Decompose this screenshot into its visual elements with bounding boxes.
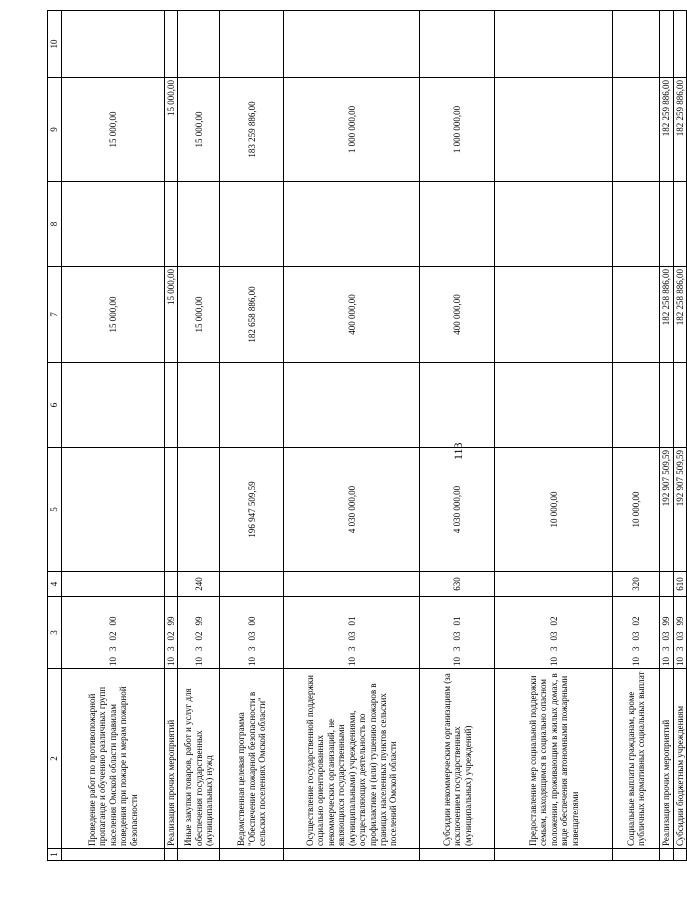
row-col7: 400 000,00 xyxy=(284,267,420,363)
row-col5: 192 907 509,59 xyxy=(660,448,673,572)
row-col9 xyxy=(613,78,660,182)
blank-cell xyxy=(62,849,165,861)
row-type xyxy=(495,572,613,597)
row-type xyxy=(62,572,165,597)
row-name: Реализация прочих мероприятий xyxy=(660,669,673,849)
row-col9: 183 259 886,00 xyxy=(220,78,284,182)
blank-cell xyxy=(420,849,495,861)
table-row xyxy=(220,11,284,861)
blank-cell xyxy=(660,849,673,861)
budget-table xyxy=(47,10,687,861)
row-code: 1030302 xyxy=(613,597,660,669)
row-col5: 10 000,00 xyxy=(613,448,660,572)
row-col9: 15 000,00 xyxy=(178,78,220,182)
column-header: 10 xyxy=(48,11,62,78)
column-header: 9 xyxy=(48,78,62,182)
row-col8 xyxy=(165,182,178,267)
row-col10 xyxy=(613,11,660,78)
row-code: 1030300 xyxy=(220,597,284,669)
row-code: 1030301 xyxy=(420,597,495,669)
row-col6 xyxy=(660,363,673,448)
table-row xyxy=(165,11,178,861)
column-header: 8 xyxy=(48,182,62,267)
row-col9: 182 259 886,00 xyxy=(673,78,686,182)
blank-cell xyxy=(165,849,178,861)
row-col6 xyxy=(165,363,178,448)
blank-cell xyxy=(673,849,686,861)
row-col5 xyxy=(165,448,178,572)
table-row xyxy=(660,11,673,861)
row-code: 1030399 xyxy=(673,597,686,669)
row-col9: 15 000,00 xyxy=(165,78,178,182)
row-col9: 1 000 000,00 xyxy=(284,78,420,182)
row-col5 xyxy=(178,448,220,572)
blank-cell xyxy=(284,849,420,861)
row-name: Проведение работ по противопожарной пропаганде и обучению различных групп населения Омской области правилам поведения при пожаре и мерам пожарной безопасности xyxy=(62,669,165,849)
row-name: Субсидии некоммерческим организациям (за исключением государственных (муниципальных) учреждений) xyxy=(420,669,495,849)
row-col6 xyxy=(673,363,686,448)
row-col8 xyxy=(220,182,284,267)
row-col5: 4 030 000,00 xyxy=(420,448,495,572)
table-row xyxy=(673,11,686,861)
row-type: 610 xyxy=(673,572,686,597)
table-row xyxy=(420,11,495,861)
row-name: Субсидии бюджетным учреждениям xyxy=(673,669,686,849)
row-type xyxy=(284,572,420,597)
row-col7: 15 000,00 xyxy=(178,267,220,363)
row-name: Реализация прочих мероприятий xyxy=(165,669,178,849)
column-header: 1 xyxy=(48,849,62,861)
row-code: 1030399 xyxy=(660,597,673,669)
row-code: 1030200 xyxy=(62,597,165,669)
column-header: 2 xyxy=(48,669,62,849)
row-name: Иные закупки товаров, работ и услуг для обеспечения государственных (муниципальных) нужд xyxy=(178,669,220,849)
blank-cell xyxy=(613,849,660,861)
row-col10 xyxy=(62,11,165,78)
row-col7: 15 000,00 xyxy=(165,267,178,363)
row-type: 630 xyxy=(420,572,495,597)
row-col7: 15 000,00 xyxy=(62,267,165,363)
row-code: 1030299 xyxy=(165,597,178,669)
blank-cell xyxy=(495,849,613,861)
table-row xyxy=(284,11,420,861)
table-row xyxy=(62,11,165,861)
row-col6 xyxy=(495,363,613,448)
row-type xyxy=(220,572,284,597)
table-row xyxy=(495,11,613,861)
row-col10 xyxy=(178,11,220,78)
row-col5 xyxy=(62,448,165,572)
page-number: 113 xyxy=(451,442,465,460)
column-header: 6 xyxy=(48,363,62,448)
row-col6 xyxy=(613,363,660,448)
row-col9: 1 000 000,00 xyxy=(420,78,495,182)
row-type xyxy=(165,572,178,597)
row-col8 xyxy=(284,182,420,267)
row-col9 xyxy=(495,78,613,182)
row-col10 xyxy=(165,11,178,78)
row-col5: 192 907 509,59 xyxy=(673,448,686,572)
row-col10 xyxy=(495,11,613,78)
row-col10 xyxy=(420,11,495,78)
row-col8 xyxy=(495,182,613,267)
row-type: 320 xyxy=(613,572,660,597)
row-col6 xyxy=(62,363,165,448)
row-type: 240 xyxy=(178,572,220,597)
row-col9: 15 000,00 xyxy=(62,78,165,182)
row-type xyxy=(660,572,673,597)
row-col10 xyxy=(220,11,284,78)
row-col5: 196 947 509,59 xyxy=(220,448,284,572)
column-header: 5 xyxy=(48,448,62,572)
row-col8 xyxy=(420,182,495,267)
row-col10 xyxy=(660,11,673,78)
table-row xyxy=(613,11,660,861)
row-col5: 10 000,00 xyxy=(495,448,613,572)
row-col7: 400 000,00 xyxy=(420,267,495,363)
row-col8 xyxy=(178,182,220,267)
row-col10 xyxy=(673,11,686,78)
row-col9: 182 259 886,00 xyxy=(660,78,673,182)
row-name: Предоставление мер социальной поддержки семьям, находящимся в социально опасном положении, проживающим в жилых домах, в виде обеспечения автономными пожарными извещателями xyxy=(495,669,613,849)
row-col7 xyxy=(495,267,613,363)
row-col7: 182 258 886,00 xyxy=(660,267,673,363)
row-col6 xyxy=(178,363,220,448)
column-header: 7 xyxy=(48,267,62,363)
column-header: 3 xyxy=(48,597,62,669)
header-row xyxy=(48,11,62,861)
row-name: Социальные выплаты гражданам, кроме публичных нормативных социальных выплат xyxy=(613,669,660,849)
row-col7 xyxy=(613,267,660,363)
row-code: 1030301 xyxy=(284,597,420,669)
row-col8 xyxy=(613,182,660,267)
row-col8 xyxy=(62,182,165,267)
row-code: 1030299 xyxy=(178,597,220,669)
row-col10 xyxy=(284,11,420,78)
row-col7: 182 658 886,00 xyxy=(220,267,284,363)
table-row xyxy=(178,11,220,861)
row-col7: 182 258 886,00 xyxy=(673,267,686,363)
row-col8 xyxy=(673,182,686,267)
row-name: Осуществление государственной поддержки социально ориентированных некоммерческих организаций, не являющихся государственными (муниципальными) учреждениями, осуществляющих деятельность по профилактике и (или) тушению пожаров в границах населенных пунктов сельских поселений Омской области xyxy=(284,669,420,849)
row-col5: 4 030 000,00 xyxy=(284,448,420,572)
row-col6 xyxy=(420,363,495,448)
column-header: 4 xyxy=(48,572,62,597)
blank-cell xyxy=(220,849,284,861)
blank-cell xyxy=(178,849,220,861)
row-name: Ведомственная целевая программа "Обеспечение пожарной безопасности в сельских поселениях Омской области" xyxy=(220,669,284,849)
row-col8 xyxy=(660,182,673,267)
row-col6 xyxy=(284,363,420,448)
row-col6 xyxy=(220,363,284,448)
row-code: 1030302 xyxy=(495,597,613,669)
